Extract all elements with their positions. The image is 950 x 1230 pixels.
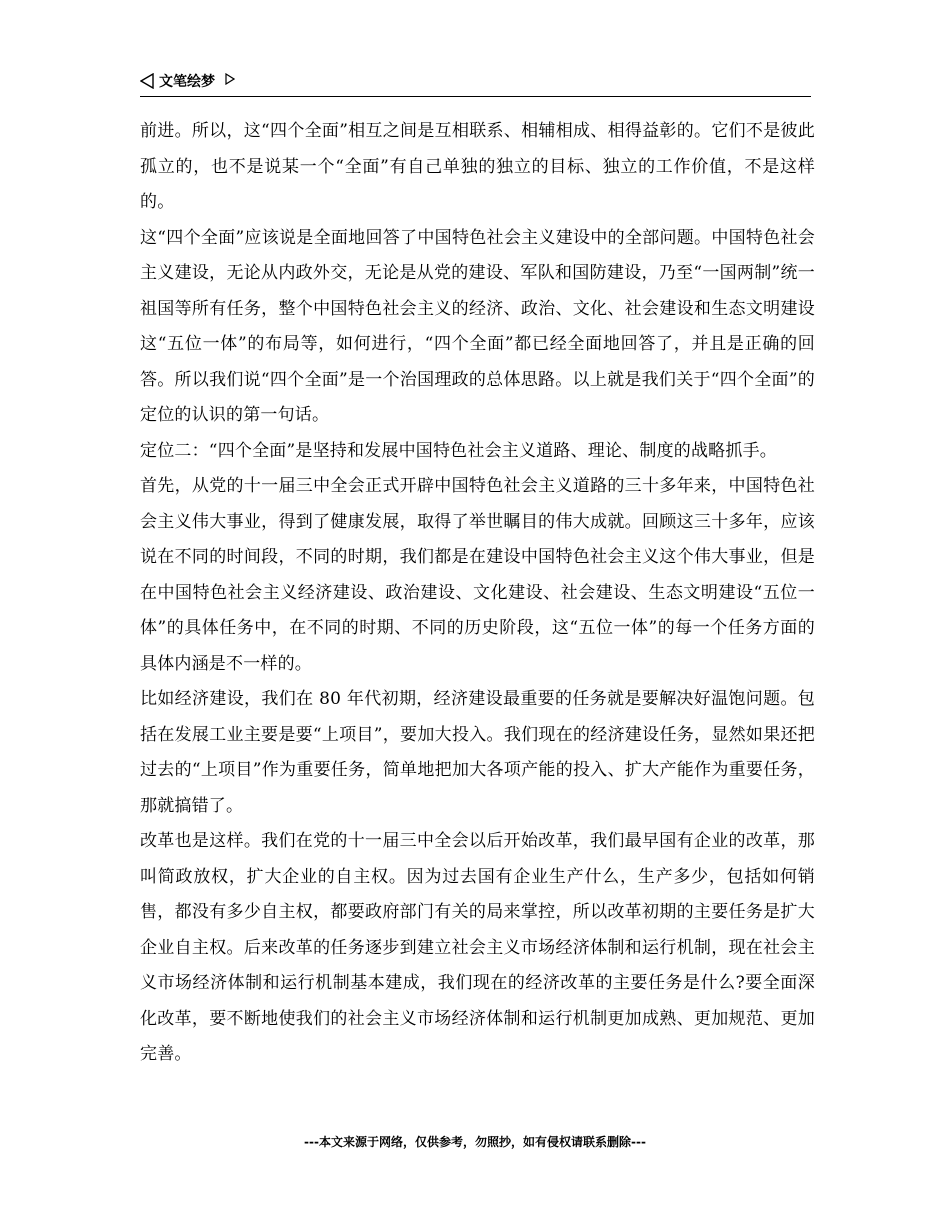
paragraph: 改革也是这样。我们在党的十一届三中全会以后开始改革，我们最早国有企业的改革，那叫简政放权，扩大企业的自主权。因为过去国有企业生产什么，生产多少，包括如何销售，都没有多少自主权，都要政府部门有关的局来掌控，所以改革初期的主要任务是扩大企业自主权。后来改革的任务逐步到建立社会主义市场经济体制和运行机制，现在社会主义市场经济体制和运行机制基本建成，我们现在的经济改革的主要任务是什么?要全面深化改革，要不断地使我们的社会主义市场经济体制和运行机制更加成熟、更加规范、更加完善。 bbox=[140, 831, 815, 1064]
triangle-right-icon bbox=[225, 73, 235, 85]
paragraph: 这“四个全面”应该说是全面地回答了中国特色社会主义建设中的全部问题。中国特色社会主义建设，无论从内政外交，无论是从党的建设、军队和国防建设，乃至“一国两制”统一祖国等所有任务，整个中国特色社会主义的经济、政治、文化、社会建设和生态文明建设这“五位一体”的布局等，如何进行，“四个全面”都已经全面地回答了，并且是正确的回答。所以我们说“四个全面”是一个治国理政的总体思路。以上就是我们关于“四个全面”的定位的认识的第一句话。 bbox=[140, 227, 815, 425]
paragraph: 首先，从党的十一届三中全会正式开辟中国特色社会主义道路的三十多年来，中国特色社会主义伟大事业，得到了健康发展，取得了举世瞩目的伟大成就。回顾这三十多年，应该说在不同的时间段，不同的时期，我们都是在建设中国特色社会主义这个伟大事业，但是在中国特色社会主义经济建设、政治建设、文化建设、社会建设、生态文明建设“五位一体”的具体任务中，在不同的时期、不同的历史阶段，这“五位一体”的每一个任务方面的具体内涵是不一样的。 bbox=[140, 476, 815, 674]
triangle-left-icon bbox=[140, 73, 154, 89]
page-header bbox=[140, 70, 811, 97]
paragraph: 定位二：“四个全面”是坚持和发展中国特色社会主义道路、理论、制度的战略抓手。 bbox=[140, 440, 777, 461]
paragraph: 前进。所以，这“四个全面”相互之间是互相联系、相辅相成、相得益彰的。它们不是彼此孤立的，也不是说某一个“全面”有自己单独的独立的目标、独立的工作价值，不是这样的。 bbox=[140, 121, 815, 212]
header-title: 文笔绘梦 bbox=[159, 74, 215, 90]
document-body bbox=[140, 114, 815, 1073]
paragraph: 比如经济建设，我们在 80 年代初期，经济建设最重要的任务就是要解决好温饱问题。包括在发展工业主要是要“上项目”，要加大投入。我们现在的经济建设任务，显然如果还把过去的“上项目”作为重要任务，简单地把加大各项产能的投入、扩大产能作为重要任务，那就搞错了。 bbox=[140, 689, 815, 816]
page-footer: ---本文来源于网络，仅供参考，勿照抄，如有侵权请联系删除--- bbox=[304, 1135, 646, 1149]
